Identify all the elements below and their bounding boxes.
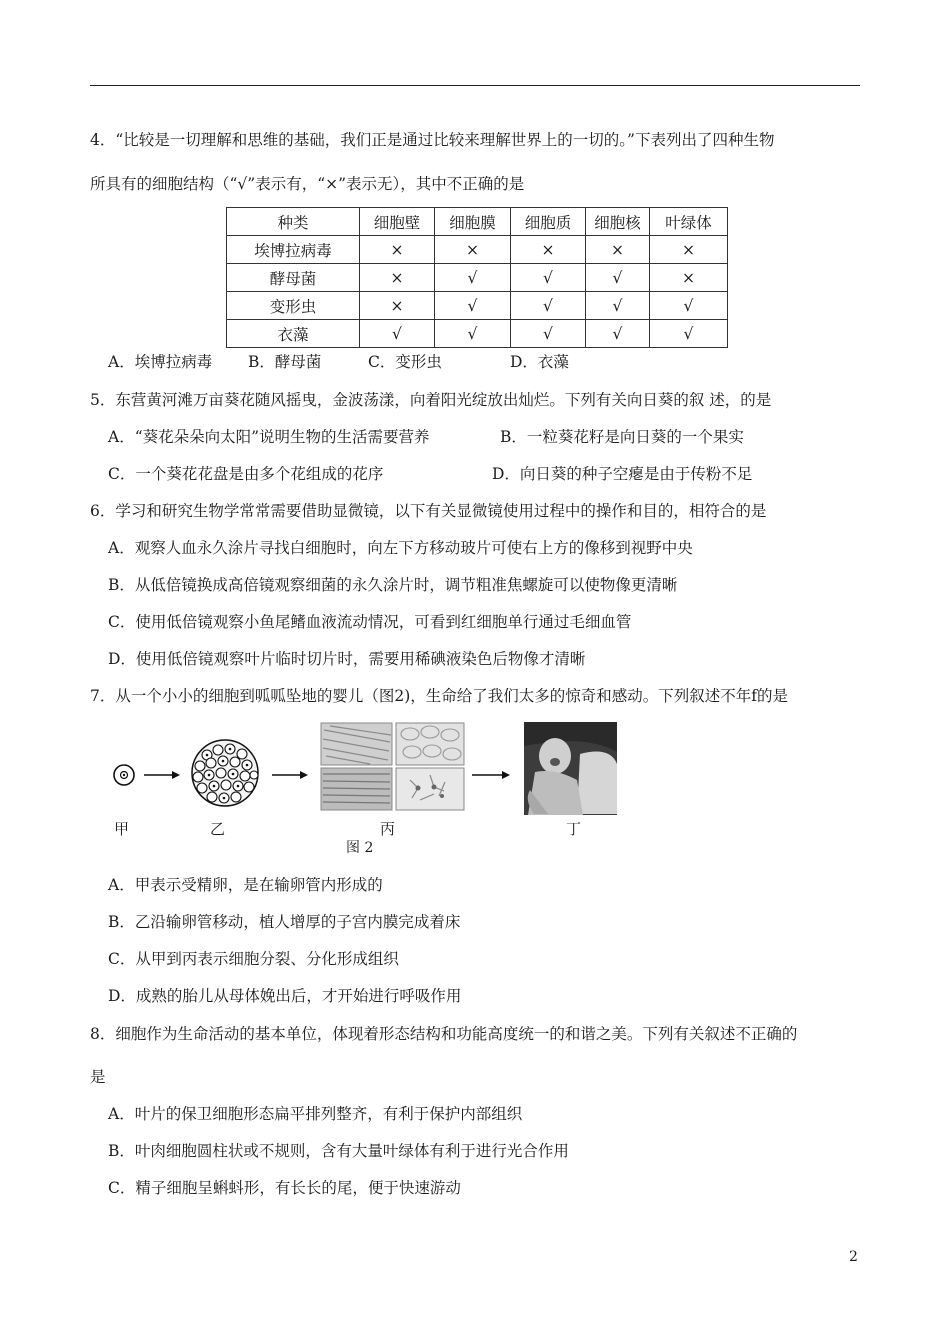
q6-stem: 6．学习和研究生物学常常需要借助显微镜，以下有关显微镜使用过程中的操作和目的，相符合的是 <box>90 502 767 520</box>
q7-option-b: B．乙沿输卵管移动，植人增厚的子宫内膜完成着床 <box>108 913 461 931</box>
arrow-icon <box>272 771 308 779</box>
q6-option-d: D．使用低倍镜观察叶片临时切片时，需要用稀碘液染色后物像才清晰 <box>108 650 586 668</box>
table-header-cell: 细胞膜 <box>435 208 511 236</box>
q6-option-b: B．从低倍镜换成高倍镜观察细菌的永久涂片时，调节粗准焦螺旋可以使物像更清晰 <box>108 576 678 594</box>
table-header-row <box>227 208 728 236</box>
table-header-cell: 细胞质 <box>511 208 586 236</box>
table-row <box>227 264 728 292</box>
q5-option-c: C．一个葵花花盘是由多个花组成的花序 <box>108 465 384 483</box>
table-cell: √ <box>586 320 650 348</box>
table-cell: × <box>360 236 435 264</box>
table-cell: √ <box>435 264 511 292</box>
table-row <box>227 320 728 348</box>
table-header-cell: 种类 <box>227 208 360 236</box>
arrow-icon <box>144 771 180 779</box>
q7-option-d: D．成熟的胎儿从母体娩出后，才开始进行呼吸作用 <box>108 987 462 1005</box>
q4-option-b: B．酵母菌 <box>248 353 322 371</box>
q5-option-a: A．“葵花朵朵向太阳”说明生物的生活需要营养 <box>108 428 430 446</box>
figure-label-yi: 乙 <box>210 820 226 838</box>
q7-stem: 7．从一个小小的细胞到呱呱坠地的婴儿（图2)，生命给了我们太多的惊奇和感动。下列叙述不年f的是 <box>90 687 789 705</box>
q8-stem-line2: 是 <box>90 1068 106 1086</box>
table-cell: √ <box>586 264 650 292</box>
figure-label-ding: 丁 <box>566 820 582 838</box>
cell-structure-table <box>226 207 728 348</box>
figure-label-jia: 甲 <box>114 820 130 838</box>
embryo-development-figure <box>110 720 625 860</box>
q8-option-c: C．精子细胞呈蝌蚪形，有长长的尾，便于快速游动 <box>108 1179 461 1197</box>
q5-option-d: D．向日葵的种子空瘪是由于传粉不足 <box>492 465 753 483</box>
table-cell: √ <box>650 320 728 348</box>
table-row <box>227 236 728 264</box>
q4-option-c: C．变形虫 <box>368 353 442 371</box>
morula-cluster <box>192 740 258 806</box>
table-cell: √ <box>435 320 511 348</box>
table-cell: × <box>435 236 511 264</box>
q5-option-b: B．一粒葵花籽是向日葵的一个果实 <box>500 428 744 446</box>
table-header-cell: 细胞壁 <box>360 208 435 236</box>
q8-option-b: B．叶肉细胞圆柱状或不规则，含有大量叶绿体有利于进行光合作用 <box>108 1142 569 1160</box>
q6-option-c: C．使用低倍镜观察小鱼尾鳍血液流动情况，可看到红细胞单行通过毛细血管 <box>108 613 632 631</box>
q4-stem-line2: 所具有的细胞结构（“√”表示有，“×”表示无），其中不正确的是 <box>90 175 525 193</box>
table-cell: √ <box>511 292 586 320</box>
figure-caption: 图 2 <box>346 840 374 856</box>
page-number: 2 <box>849 1249 858 1265</box>
table-cell: 衣藻 <box>227 320 360 348</box>
zygote-cell <box>114 765 134 785</box>
table-cell: × <box>650 264 728 292</box>
q4-option-a: A．埃博拉病毒 <box>108 353 213 371</box>
table-header-cell: 叶绿体 <box>650 208 728 236</box>
table-cell: √ <box>435 292 511 320</box>
table-cell: 变形虫 <box>227 292 360 320</box>
table-cell: × <box>360 264 435 292</box>
table-header-cell: 细胞核 <box>586 208 650 236</box>
table-cell: √ <box>511 264 586 292</box>
q7-option-c: C．从甲到丙表示细胞分裂、分化形成组织 <box>108 950 399 968</box>
table-cell: × <box>511 236 586 264</box>
table-cell: × <box>650 236 728 264</box>
q4-stem-line1: 4．“比较是一切理解和思维的基础，我们正是通过比较来理解世界上的一切的。”下表列出了四种生物 <box>90 131 775 149</box>
tissue-panels <box>321 723 464 810</box>
table-cell: 酵母菌 <box>227 264 360 292</box>
table-cell: √ <box>586 292 650 320</box>
table-cell: × <box>360 292 435 320</box>
q7-option-a: A．甲表示受精卵，是在输卵管内形成的 <box>108 876 383 894</box>
arrow-icon <box>472 771 510 779</box>
table-cell: 埃博拉病毒 <box>227 236 360 264</box>
q5-stem: 5．东营黄河滩万亩葵花随风摇曳，金波荡漾，向着阳光绽放出灿烂。下列有关向日葵的叙 述，的是 <box>90 391 772 409</box>
figure-label-bing: 丙 <box>380 820 396 838</box>
q6-option-a: A．观察人血永久涂片寻找白细胞时，向左下方移动玻片可使右上方的像移到视野中央 <box>108 539 693 557</box>
header-rule <box>90 85 860 86</box>
q8-stem-line1: 8．细胞作为生命活动的基本单位，体现着形态结构和功能高度统一的和谐之美。下列有关叙述不正确的 <box>90 1025 798 1043</box>
table-cell: × <box>586 236 650 264</box>
table-cell: √ <box>511 320 586 348</box>
table-row <box>227 292 728 320</box>
q4-option-d: D．衣藻 <box>510 353 569 371</box>
newborn-photo <box>524 722 617 815</box>
q8-option-a: A．叶片的保卫细胞形态扁平排列整齐，有利于保护内部组织 <box>108 1105 523 1123</box>
table-cell: √ <box>360 320 435 348</box>
table-cell: √ <box>650 292 728 320</box>
